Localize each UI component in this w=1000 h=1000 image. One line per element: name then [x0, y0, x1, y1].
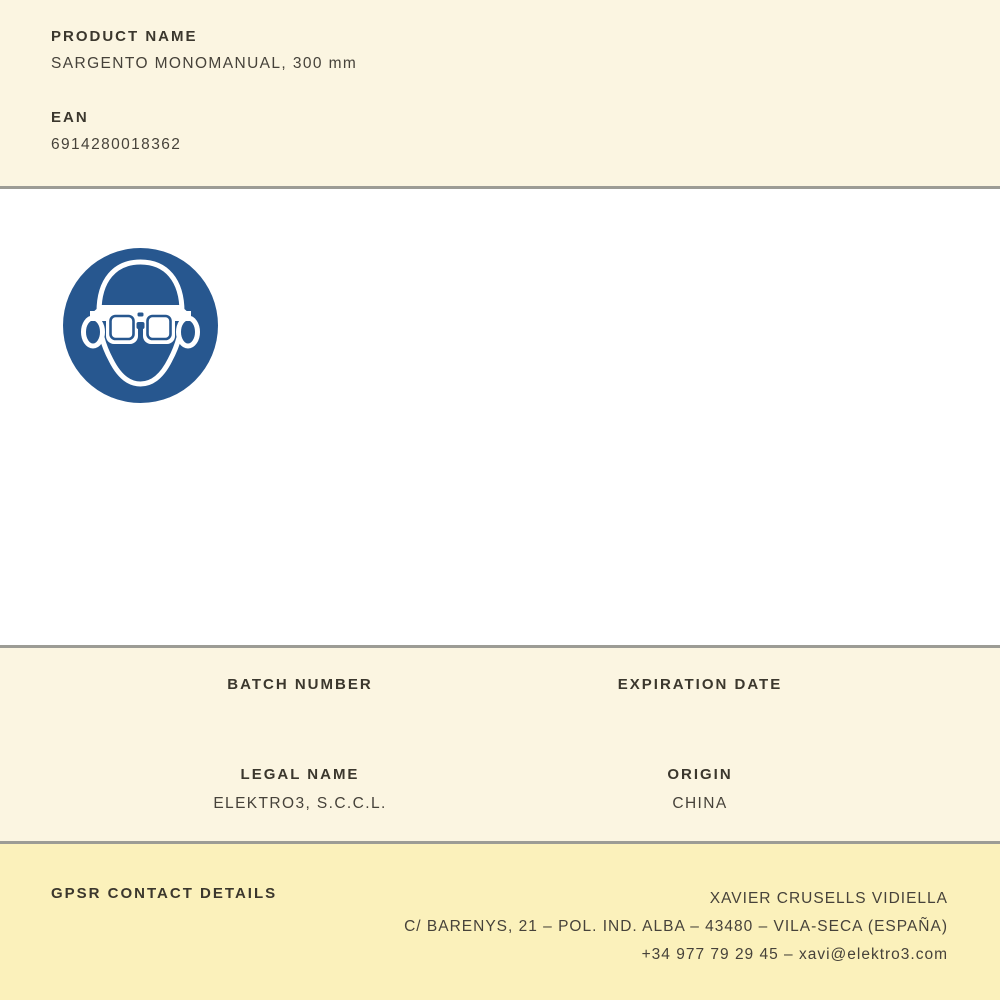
product-name-label: PRODUCT NAME	[51, 28, 198, 45]
gpsr-contact-phone-email: +34 977 79 29 45 – xavi@elektro3.com	[641, 946, 948, 963]
product-name-value: SARGENTO MONOMANUAL, 300 mm	[51, 55, 358, 72]
eye-protection-icon	[63, 248, 218, 403]
gpsr-contact-label: GPSR CONTACT DETAILS	[51, 885, 278, 902]
gpsr-contact-section	[0, 844, 1000, 1000]
gpsr-contact-name: XAVIER CRUSELLS VIDIELLA	[709, 890, 948, 907]
gpsr-contact-block	[404, 885, 948, 969]
batch-number-label: BATCH NUMBER	[227, 676, 373, 693]
ean-value: 6914280018362	[51, 136, 182, 153]
origin-label: ORIGIN	[667, 766, 733, 783]
ean-field	[51, 109, 950, 154]
product-name-field	[51, 28, 950, 73]
expiration-date-label: EXPIRATION DATE	[617, 676, 783, 693]
details-left-column	[100, 676, 500, 841]
legal-name-value: ELEKTRO3, S.C.C.L.	[213, 795, 387, 812]
product-header-section	[0, 0, 1000, 186]
details-right-column	[500, 676, 900, 841]
origin-value: CHINA	[672, 795, 728, 812]
ean-label: EAN	[51, 109, 89, 126]
pictogram-section	[0, 189, 1000, 645]
gpsr-contact-address: C/ BARENYS, 21 – POL. IND. ALBA – 43480 – VILA-SECA (ESPAÑA)	[404, 918, 948, 935]
details-section	[0, 648, 1000, 841]
legal-name-label: LEGAL NAME	[240, 766, 360, 783]
